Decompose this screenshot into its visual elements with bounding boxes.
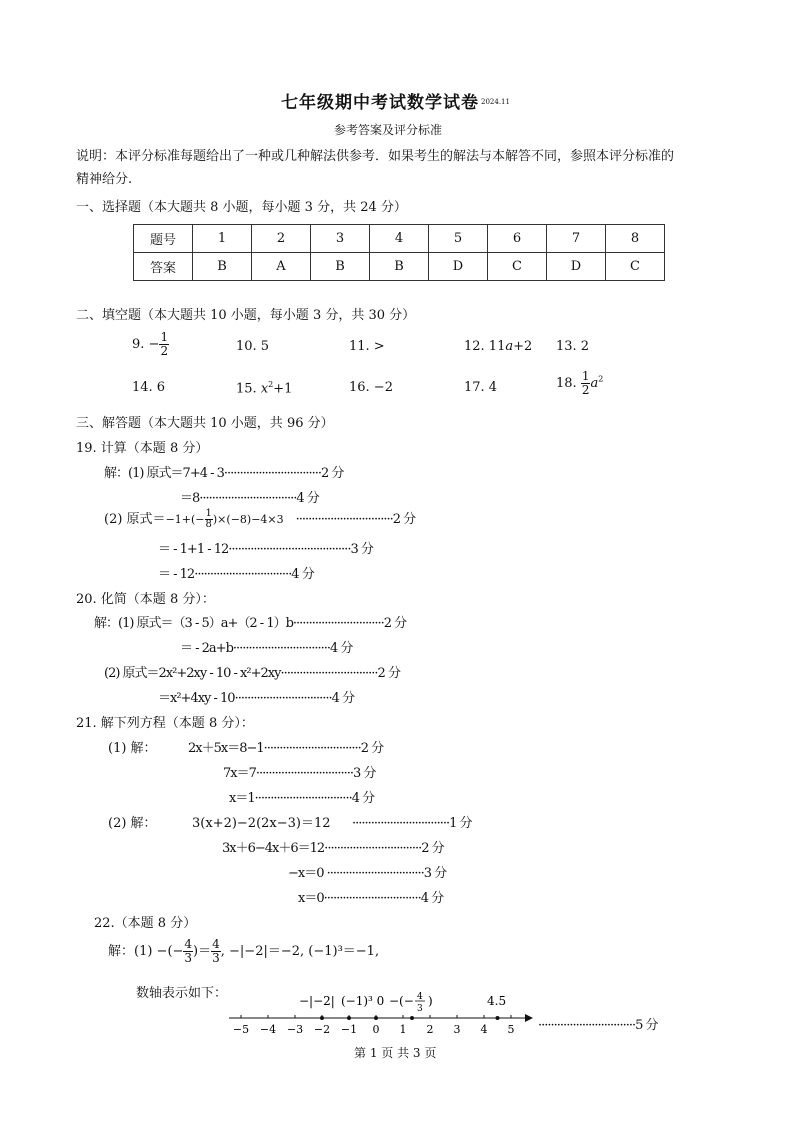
number-line-tick-label: 1	[399, 1023, 407, 1036]
q21-line-2: 7x＝7·······························3 分	[223, 766, 376, 781]
table-cell: B	[193, 253, 252, 281]
table-cell: 4	[370, 225, 429, 253]
answer-q13: 13. 2	[556, 339, 590, 354]
q20-title: 20. 化简（本题 8 分）：	[76, 592, 215, 607]
q20-line-3: (2) 原式＝2x²+2xy - 10 - x²+2xy·······························2 分	[104, 666, 400, 681]
q19-line-3: (2) 原式＝−1+(− $\frac{1}{8}$ )×(−8)−4×3 ·······························2 分	[104, 508, 416, 530]
q20-line-4: ＝x²+4xy - 10·······························4 分	[158, 691, 355, 706]
table-header-cell: 题号	[134, 225, 193, 253]
point-label-frac-den: 3	[417, 1004, 423, 1014]
table-cell: 2	[252, 225, 311, 253]
number-line-point	[410, 1016, 414, 1020]
q21-line-3: x＝1·······························4 分	[229, 791, 375, 806]
table-cell: 7	[547, 225, 606, 253]
answer-q10: 10. 5	[236, 339, 270, 354]
number-line-tick-label: 2	[426, 1023, 434, 1036]
table-cell: D	[429, 253, 488, 281]
number-line-tick-label: −2	[313, 1023, 331, 1036]
q20-line-2: ＝ - 2a+b·······························4 分	[180, 641, 353, 656]
number-line-point	[374, 1016, 378, 1020]
exam-date: 2024.11	[481, 98, 510, 106]
answer-q16: 16. −2	[349, 380, 393, 395]
q19-line-1: 解：(1) 原式＝7+4 - 3·······························2 分	[104, 466, 344, 481]
page-subtitle: 参考答案及评分标准	[334, 123, 443, 137]
point-label-paren: )	[428, 994, 433, 1008]
answer-q15: 15. $x^2+1$	[236, 380, 293, 397]
answer-table-row-questions	[134, 225, 665, 253]
page-title: 七年级期中考试数学试卷 $^{2024.11}$	[281, 93, 510, 113]
q21-line-4-label: (2) 解：	[108, 816, 157, 831]
number-line-tick-label: 5	[507, 1023, 515, 1036]
number-line-point	[320, 1016, 324, 1020]
q21-line-1: 2x＋5x＝8−1·······························2 分	[188, 741, 384, 756]
table-header-cell: 答案	[134, 253, 193, 281]
page-footer: 第 1 页 共 3 页	[354, 1046, 437, 1060]
answer-q12: 12. 11a+2	[464, 339, 533, 354]
q22-line-1: 解：(1) −(− $\frac{4}{3}$ )＝ $\frac{4}{3}$ , −|−2|＝−2, (−1)³＝−1,	[108, 937, 380, 965]
answer-table	[133, 224, 665, 281]
q21-line-4: 3(x+2)−2(2x−3)＝12	[192, 816, 331, 831]
point-label-frac-num: 4	[417, 992, 423, 1002]
number-line-point	[496, 1016, 500, 1020]
q21-line-4-score: ·······························1 分	[352, 816, 472, 831]
number-line-tick-label: −3	[286, 1023, 304, 1036]
point-label-cube: (−1)³ 0	[341, 994, 385, 1008]
table-cell: D	[547, 253, 606, 281]
table-cell: 8	[606, 225, 665, 253]
point-label-neg-frac: −(−	[389, 994, 414, 1008]
table-cell: 5	[429, 225, 488, 253]
answer-q14: 14. 6	[132, 380, 166, 395]
q21-line-7: x＝0·······························4 分	[298, 891, 444, 906]
table-cell: 6	[488, 225, 547, 253]
point-label-abs: −|−2|	[299, 994, 335, 1008]
note-line-1: 说明：本评分标准每题给出了一种或几种解法供参考．如果考生的解法与本解答不同，参照本评分标准的	[76, 149, 675, 164]
point-label-four-point-five: 4.5	[487, 994, 507, 1008]
table-cell: A	[252, 253, 311, 281]
table-cell: C	[606, 253, 665, 281]
answer-q18: 18. $\frac{1}{2}$ $a^2$	[556, 369, 604, 397]
number-line-point	[347, 1016, 351, 1020]
q22-line-2: 数轴表示如下：	[136, 986, 228, 1001]
number-line-tick-label: 4	[480, 1023, 488, 1036]
q19-line-2: ＝8·······························4 分	[180, 491, 319, 506]
answer-q17: 17. 4	[464, 380, 498, 395]
section2-heading: 二、填空题（本大题共 10 小题，每小题 3 分，共 30 分）	[76, 308, 416, 323]
number-line-tick-label: 3	[453, 1023, 461, 1036]
number-line-tick-label: −4	[259, 1023, 277, 1036]
q19-line-5: ＝ - 12·······························4 分	[158, 567, 314, 582]
table-cell: 1	[193, 225, 252, 253]
q19-title: 19. 计算（本题 8 分）	[76, 441, 209, 456]
section1-heading: 一、选择题（本大题共 8 小题，每小题 3 分，共 24 分）	[76, 200, 407, 215]
q21-line-1-label: (1) 解：	[108, 741, 157, 756]
q21-line-5: 3x＋6−4x＋6＝12·······························2 分	[222, 841, 444, 856]
section3-heading: 三、解答题（本大题共 10 小题，共 96 分）	[76, 416, 334, 431]
number-line-tick-label: −5	[232, 1023, 250, 1036]
number-line-tick-label: −1	[340, 1023, 358, 1036]
q20-line-1: 解：(1) 原式＝（3 - 5）a+（2 - 1）b·····························2 分	[94, 616, 407, 631]
table-cell: C	[488, 253, 547, 281]
table-cell: B	[370, 253, 429, 281]
q22-title: 22.（本题 8 分）	[94, 916, 197, 931]
note-line-2: 精神给分.	[76, 172, 133, 187]
q19-line-4: ＝ - 1+1 - 12·······································3 分	[158, 542, 373, 557]
q21-title: 21. 解下列方程（本题 8 分）：	[76, 716, 254, 731]
q21-line-6: −x＝0 ·······························3 分	[288, 866, 447, 881]
answer-q11: 11. >	[349, 339, 385, 354]
answer-q9: 9. − $\frac{1}{2}$	[132, 330, 169, 358]
table-cell: B	[311, 253, 370, 281]
number-line	[225, 985, 535, 1037]
number-line-arrow	[525, 1014, 533, 1022]
q22-score: ·······························5 分	[538, 1018, 658, 1033]
table-cell: 3	[311, 225, 370, 253]
answer-table-row-answers	[134, 253, 665, 281]
number-line-tick-label: 0	[372, 1023, 380, 1036]
